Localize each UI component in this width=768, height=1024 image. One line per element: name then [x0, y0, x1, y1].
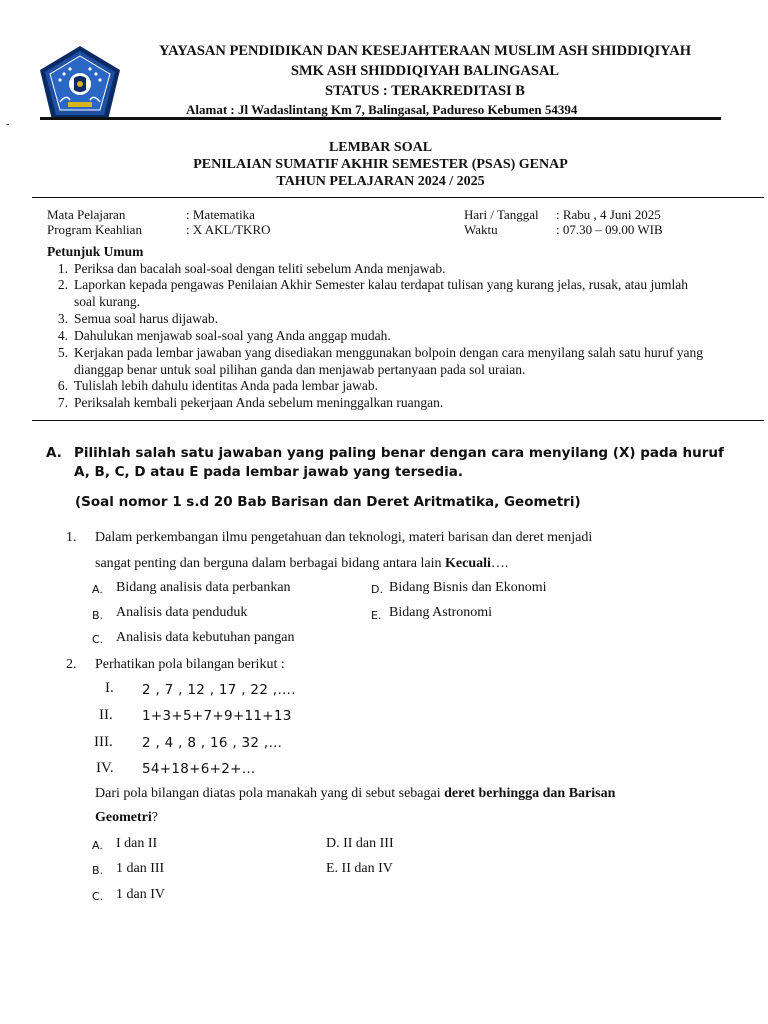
option-letter[interactable]: C. — [92, 633, 104, 646]
instruction-item: Tulislah lebih dahulu identitas Anda pada lembar jawab. — [74, 378, 378, 393]
option-letter[interactable]: E. — [371, 609, 382, 622]
option-letter[interactable]: A. — [92, 583, 103, 596]
option-a[interactable]: Bidang analisis data perbankan — [116, 580, 291, 595]
question-prompt — [95, 781, 615, 806]
school-year: TAHUN PELAJARAN 2024 / 2025 — [276, 174, 485, 189]
prompt-end: ? — [151, 810, 158, 825]
accreditation-status: STATUS : TERAKREDITASI B — [325, 83, 525, 99]
option-letter[interactable]: B. — [92, 609, 104, 622]
pattern-sequence: 2 , 7 , 12 , 17 , 22 ,…. — [142, 682, 296, 698]
question-text: Dalam perkembangan ilmu pengetahuan dan teknologi, materi barisan dan deret menjadi — [95, 530, 593, 545]
instruction-number: 1. — [57, 261, 68, 276]
instruction-number: 3. — [57, 311, 68, 326]
instruction-number: 5. — [57, 345, 68, 360]
section-letter: A. — [46, 445, 62, 461]
question-number: 1. — [66, 530, 77, 545]
time-label: Waktu — [464, 222, 498, 237]
school-name: SMK ASH SHIDDIQIYAH BALINGASAL — [290, 63, 560, 79]
question-number: 2. — [66, 657, 77, 672]
pattern-sequence: 1+3+5+7+9+11+13 — [142, 708, 292, 724]
section-rule — [32, 420, 764, 421]
pattern-numeral: III. — [94, 734, 113, 750]
program-value: : X AKL/TKRO — [186, 222, 271, 237]
option-e[interactable]: Bidang Astronomi — [389, 605, 493, 620]
day-value: : Rabu , 4 Juni 2025 — [556, 207, 661, 222]
time-value: : 07.30 – 09.00 WIB — [556, 222, 663, 237]
day-label: Hari / Tanggal — [464, 207, 539, 222]
instruction-item: Kerjakan pada lembar jawaban yang disediakan menggunakan bolpoin dengan cara menyilang salah satu huruf yang dianggap benar untuk soal pilihan ganda dan menjawab pertanyaan pada sol uraian. — [74, 345, 704, 377]
header-rule — [40, 117, 721, 120]
pattern-numeral: I. — [105, 680, 114, 696]
question-text: Perhatikan pola bilangan berikut : — [95, 657, 285, 672]
question-text-emphasis: Kecuali — [445, 556, 491, 571]
instruction-item: Semua soal harus dijawab. — [74, 311, 218, 326]
option-e[interactable]: E. II dan IV — [326, 861, 393, 876]
prompt-emphasis-2: Geometri — [95, 810, 152, 825]
section-instruction: Pilihlah salah satu jawaban yang paling benar dengan cara menyilang (X) pada huruf A, B, C, D atau E pada lembar jawab yang tersedia. — [74, 445, 724, 480]
option-letter[interactable]: B. — [92, 864, 104, 877]
school-address: Alamat : Jl Wadaslintang Km 7, Balingasal, Padureso Kebumen 54394 — [186, 102, 578, 117]
instruction-number: 6. — [57, 378, 68, 393]
option-c[interactable]: Analisis data kebutuhan pangan — [116, 630, 295, 645]
question-prompt-line2 — [95, 805, 158, 830]
question-text-end: …. — [490, 556, 509, 571]
doc-title: LEMBAR SOAL — [328, 140, 433, 155]
option-letter[interactable]: D. — [371, 583, 383, 596]
title-rule — [32, 197, 764, 198]
prompt-emphasis: deret berhingga dan Barisan — [444, 786, 616, 801]
option-d[interactable]: D. II dan III — [326, 836, 394, 851]
prompt-plain: Dari pola bilangan diatas pola manakah yang di sebut sebagai — [95, 786, 445, 801]
emblem-icon — [36, 44, 124, 124]
option-d[interactable]: Bidang Bisnis dan Ekonomi — [389, 580, 547, 595]
school-logo — [36, 44, 124, 124]
subject-value: : Matematika — [186, 207, 255, 222]
section-note: (Soal nomor 1 s.d 20 Bab Barisan dan Deret Aritmatika, Geometri) — [75, 494, 581, 510]
exam-name: PENILAIAN SUMATIF AKHIR SEMESTER (PSAS) GENAP — [193, 157, 568, 172]
instructions-heading: Petunjuk Umum — [47, 244, 144, 259]
option-b[interactable]: Analisis data penduduk — [116, 605, 248, 620]
instruction-item: Laporkan kepada pengawas Penilaian Akhir Semester kalau terdapat tulisan yang kurang jelas, rusak, atau jumlah soal kurang. — [74, 277, 689, 309]
stray-mark: - — [6, 119, 10, 130]
instruction-item: Periksalah kembali pekerjaan Anda sebelum meninggalkan ruangan. — [74, 395, 444, 410]
subject-label: Mata Pelajaran — [47, 207, 126, 222]
option-letter[interactable]: A. — [92, 839, 103, 852]
program-label: Program Keahlian — [47, 222, 142, 237]
option-c[interactable]: 1 dan IV — [116, 887, 165, 902]
instruction-item: Periksa dan bacalah soal-soal dengan teliti sebelum Anda menjawab. — [74, 261, 446, 276]
option-b[interactable]: 1 dan III — [116, 861, 165, 876]
instruction-number: 2. — [57, 277, 68, 292]
foundation-name: YAYASAN PENDIDIKAN DAN KESEJAHTERAAN MUSLIM ASH SHIDDIQIYAH — [158, 43, 692, 59]
instruction-number: 7. — [57, 395, 68, 410]
pattern-numeral: IV. — [96, 760, 114, 776]
instruction-number: 4. — [57, 328, 68, 343]
pattern-sequence: 54+18+6+2+… — [142, 761, 256, 777]
option-letter[interactable]: C. — [92, 890, 104, 903]
instruction-item: Dahulukan menjawab soal-soal yang Anda anggap mudah. — [74, 328, 391, 343]
pattern-numeral: II. — [99, 707, 113, 723]
pattern-sequence: 2 , 4 , 8 , 16 , 32 ,… — [142, 735, 283, 751]
question-text-plain: sangat penting dan berguna dalam berbagai bidang antara lain — [95, 556, 445, 571]
option-a[interactable]: I dan II — [116, 836, 158, 851]
question-text-line2 — [95, 551, 508, 576]
